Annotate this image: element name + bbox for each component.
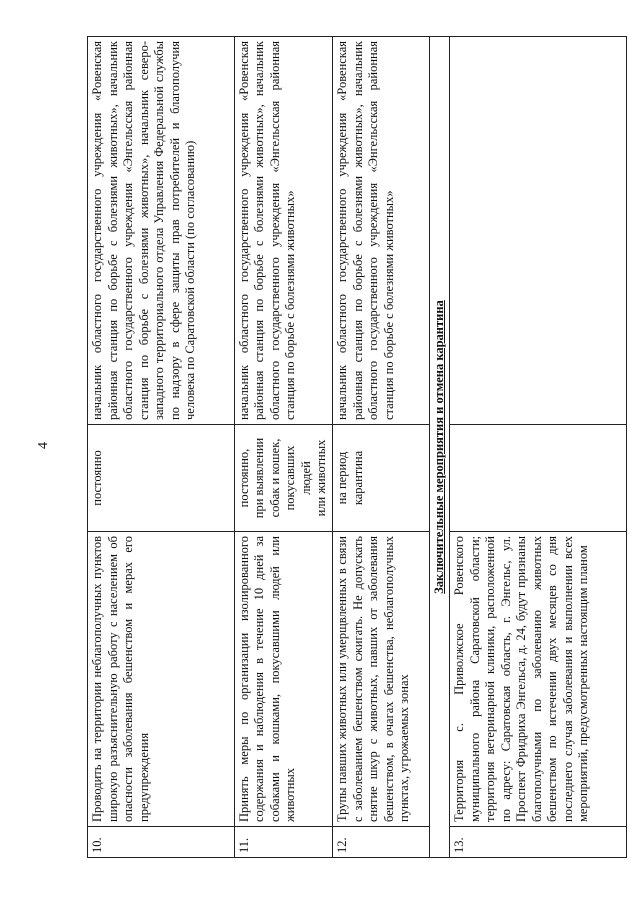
section-title: Заключительные мероприятия и отмена карантина [429,37,450,858]
row-number: 10. [88,827,235,858]
measures-table-wrapper [87,36,627,858]
term-line: постоянно [90,450,104,506]
term-cell [333,425,429,532]
page-number: 4 [36,442,51,449]
row-number: 12. [333,827,429,858]
term-line: на период [335,451,350,505]
measure-cell: Проводить на территории неблагополучных пунктов широкую разъяснительную работу с населением об опасности заболевания бешенством и мерах его предупреждения [88,532,235,827]
table-row [450,37,627,858]
term-cell [88,425,235,532]
term-line: или животных [314,439,329,517]
term-line: постоянно, [236,448,251,508]
term-line: карантина [350,450,365,506]
term-line: покусавших [283,445,298,511]
row-number: 11. [234,827,332,858]
measures-table [87,36,627,858]
section-row [429,37,450,858]
measure-cell: Территория с. Приволжское Ровенского муниципального района Саратовской области; территория ветеринарной клиники, расположенной по адресу: Саратовская область, г. Энгельс, ул. Проспект Фридриха Энгельса, д. 24, будут признаны благополучными по заболеванию животных бешенством по истечении двух месяцев со дня последнего случая заболевания и выполнении всех мероприятий, предусмотренных настоящим планом [450,532,627,827]
responsible-cell: начальник областного государственного учреждения «Ровенская районная станция по борьбе с болезнями животных», начальник областного государственного учреждения «Энгельсская районная станция по борьбе с болезнями животных» [333,37,429,425]
measure-cell: Принять меры по организации изолированного содержания и наблюдения в течение 10 дней за собаками и кошками, покусавшими людей или животных [234,532,332,827]
responsible-cell: начальник областного государственного учреждения «Ровенская районная станция по борьбе с болезнями животных», начальник областного государственного учреждения «Энгельсская районная станция по борьбе с болезнями животных» [234,37,332,425]
table-row [333,37,429,858]
table-row [234,37,332,858]
responsible-cell: начальник областного государственного учреждения «Ровенская районная станция по борьбе с болезнями животных», начальник областного государственного учреждения «Энгельсская районная станция по борьбе с болезнями животных», начальник северо-западного территориального отдела Управления Федеральной службы по надзору в сфере защиты прав потребителей и благополучия человека по Саратовской области (по согласованию) [88,37,235,425]
measure-cell: Трупы павших животных или умерщвленных в связи с заболеванием бешенством сжигать. Не допускать снятие шкур с животных, павших от заболевания бешенством, в очагах бешенства, неблагополучных пунктах, угрожаемых зонах [333,532,429,827]
table-row [88,37,235,858]
term-line: людей [298,461,313,495]
row-number: 13. [450,827,627,858]
responsible-cell [450,37,627,425]
term-cell [234,425,332,532]
term-line: собак и кошек, [267,438,282,518]
term-line: при выявлении [252,437,267,519]
term-cell [450,425,627,532]
